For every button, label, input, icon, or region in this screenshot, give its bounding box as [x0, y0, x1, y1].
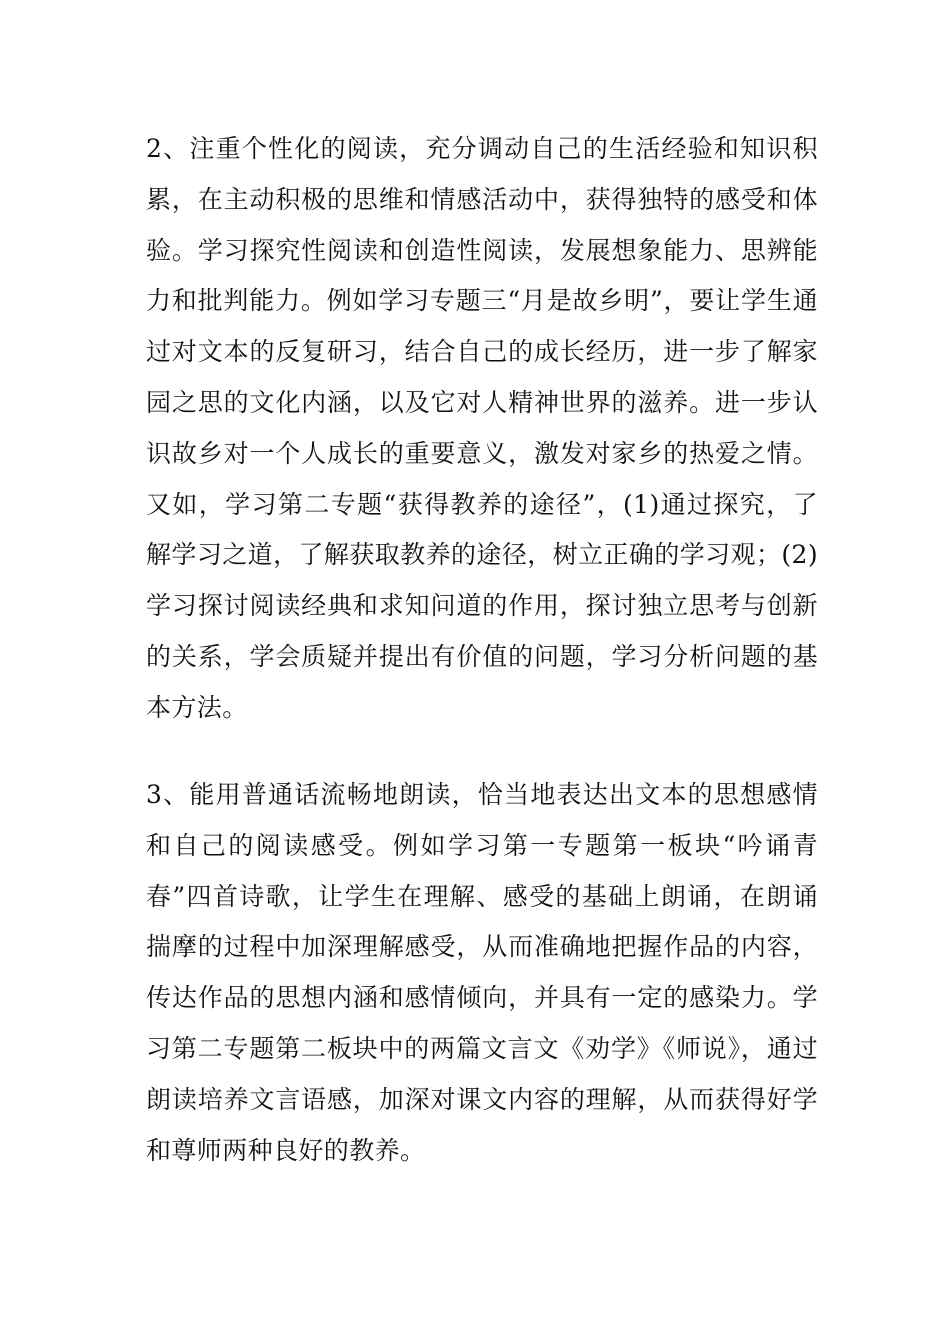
paragraph-3: 3、能用普通话流畅地朗读，恰当地表达出文本的思想感情和自己的阅读感受。例如学习第一专题第一板块“吟诵青春”四首诗歌，让学生在理解、感受的基础上朗诵，在朗诵揣摩的过程中加深理解感受，从而准确地把握作品的内容，传达作品的思想内涵和感情倾向，并具有一定的感染力。学习第二专题第二板块中的两篇文言文《劝学》《师说》，通过朗读培养文言语感，加深对课文内容的理解，从而获得好学和尊师两种良好的教养。: [146, 780, 818, 1165]
paragraph-2: 2、注重个性化的阅读，充分调动自己的生活经验和知识积累，在主动积极的思维和情感活动中，获得独特的感受和体验。学习探究性阅读和创造性阅读，发展想象能力、思辨能力和批判能力。例如学习专题三“月是故乡明”，要让学生通过对文本的反复研习，结合自己的成长经历，进一步了解家园之思的文化内涵，以及它对人精神世界的滋养。进一步认识故乡对一个人成长的重要意义，激发对家乡的热爱之情。又如，学习第二专题“获得教养的途径”，(1)通过探究，了解学习之道，了解获取教养的途径，树立正确的学习观；(2)学习探讨阅读经典和求知问道的作用，探讨独立思考与创新的关系，学会质疑并提出有价值的问题，学习分析问题的基本方法。: [146, 134, 818, 722]
